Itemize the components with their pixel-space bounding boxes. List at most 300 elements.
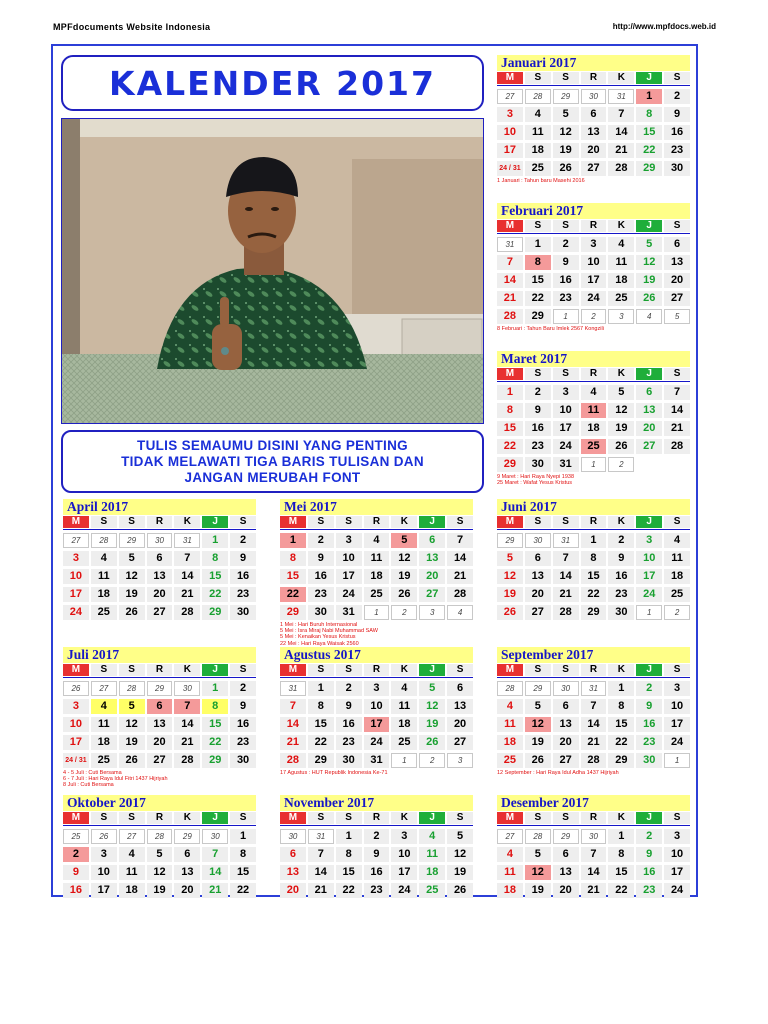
day-cell: 17: [664, 865, 690, 880]
day-cell: 30: [553, 681, 579, 696]
day-cell: 27: [419, 587, 445, 602]
day-cell: 2: [308, 533, 334, 548]
day-cell: 3: [497, 107, 523, 122]
day-cell: 31: [553, 457, 579, 472]
day-cell: 4: [525, 107, 551, 122]
day-cell: 11: [497, 865, 523, 880]
day-cell: 19: [419, 717, 445, 732]
day-cell: 10: [91, 865, 117, 880]
day-cell: 3: [664, 829, 690, 844]
month-calendar: [497, 55, 690, 184]
weekday-label: S: [553, 368, 579, 380]
day-cell: 20: [553, 883, 579, 898]
day-cell: 13: [147, 717, 173, 732]
day-cell: 15: [308, 717, 334, 732]
day-cell: 1: [308, 681, 334, 696]
day-cell: 16: [308, 569, 334, 584]
weekday-label: R: [364, 812, 390, 824]
weekday-label: R: [581, 72, 607, 84]
day-cell: 15: [525, 273, 551, 288]
day-cell: 2: [230, 533, 256, 548]
day-cell: 12: [525, 717, 551, 732]
weekday-label: K: [608, 516, 634, 528]
day-cell: 26: [636, 291, 662, 306]
weekday-label: R: [581, 664, 607, 676]
weekday-label: J: [636, 368, 662, 380]
weekday-label: S: [119, 516, 145, 528]
day-cell: 25: [581, 439, 607, 454]
weekday-header: [63, 516, 256, 528]
day-cell: 2: [664, 605, 690, 620]
weekday-label: S: [553, 516, 579, 528]
weekday-label: S: [91, 664, 117, 676]
day-cell: 19: [447, 865, 473, 880]
day-grid: [497, 533, 690, 620]
day-cell: 18: [91, 587, 117, 602]
day-cell: 29: [119, 533, 145, 548]
holiday-notes: [497, 474, 690, 486]
day-cell: 20: [280, 883, 306, 898]
day-grid: [280, 681, 473, 768]
day-cell: 18: [581, 421, 607, 436]
day-cell: 20: [147, 735, 173, 750]
day-cell: 2: [230, 681, 256, 696]
weekday-label: J: [419, 664, 445, 676]
weekday-label: J: [202, 664, 228, 676]
weekday-label: R: [581, 220, 607, 232]
day-cell: 25: [91, 605, 117, 620]
day-cell: 13: [447, 699, 473, 714]
day-cell: 1: [581, 457, 607, 472]
day-cell: 10: [636, 551, 662, 566]
day-cell: 14: [174, 717, 200, 732]
day-cell: 7: [664, 385, 690, 400]
day-cell: 10: [497, 125, 523, 140]
holiday-note: 22 Mei : Hari Raya Waisak 2560: [280, 640, 359, 647]
weekday-label: K: [391, 516, 417, 528]
day-cell: 6: [419, 533, 445, 548]
month-title: Desember 2017: [497, 795, 690, 811]
day-cell: 2: [636, 681, 662, 696]
day-cell: 21: [280, 735, 306, 750]
header-divider: [497, 529, 690, 530]
day-cell: 22: [608, 883, 634, 898]
day-cell: 15: [497, 421, 523, 436]
day-cell: 2: [336, 681, 362, 696]
day-cell: 27: [581, 161, 607, 176]
day-cell: 20: [581, 143, 607, 158]
holiday-note: 5 Mei : Isra Miraj Nabi Muhammad SAW: [280, 628, 378, 635]
day-cell: 11: [419, 847, 445, 862]
day-cell: 20: [419, 569, 445, 584]
day-cell: 8: [230, 847, 256, 862]
day-cell: 17: [63, 587, 89, 602]
header-url[interactable]: http://www.mpfdocs.web.id: [612, 22, 716, 31]
holiday-notes: [497, 770, 690, 776]
day-cell: 13: [280, 865, 306, 880]
day-grid: [63, 829, 256, 898]
day-cell: 26: [91, 829, 117, 844]
day-cell: 30: [525, 457, 551, 472]
day-cell: 25: [364, 587, 390, 602]
day-cell: 22: [280, 587, 306, 602]
day-cell: 20: [636, 421, 662, 436]
day-cell: 15: [608, 865, 634, 880]
weekday-label: S: [447, 516, 473, 528]
weekday-label: S: [119, 812, 145, 824]
holiday-note: 25 Maret : Wafat Yesus Kristus: [497, 480, 572, 487]
day-cell: 28: [664, 439, 690, 454]
day-cell: 2: [636, 829, 662, 844]
day-cell: 26: [391, 587, 417, 602]
day-cell: 8: [636, 107, 662, 122]
holiday-notes: [63, 770, 256, 789]
day-cell: 29: [553, 89, 579, 104]
day-cell: 16: [636, 865, 662, 880]
weekday-label: S: [447, 812, 473, 824]
header-divider: [63, 677, 256, 678]
day-cell: 11: [364, 551, 390, 566]
day-cell: 31: [308, 829, 334, 844]
day-cell: 18: [419, 865, 445, 880]
day-cell: 13: [525, 569, 551, 584]
day-cell: 29: [280, 605, 306, 620]
day-cell: 17: [63, 735, 89, 750]
day-cell: 13: [174, 865, 200, 880]
day-grid: [280, 829, 473, 898]
day-cell: 7: [497, 255, 523, 270]
header-site-name: MPFdocuments Website Indonesia: [53, 22, 211, 32]
day-cell: 30: [608, 605, 634, 620]
day-cell: 22: [202, 587, 228, 602]
holiday-notes: [280, 770, 473, 776]
day-cell: 2: [419, 753, 445, 768]
day-cell: 8: [525, 255, 551, 270]
day-cell: 27: [447, 735, 473, 750]
day-cell: 4: [91, 699, 117, 714]
day-cell: 10: [664, 699, 690, 714]
month-calendar: [497, 499, 690, 620]
day-cell: 4: [581, 385, 607, 400]
day-cell: 18: [664, 569, 690, 584]
day-cell: 19: [636, 273, 662, 288]
day-cell: 6: [664, 237, 690, 252]
day-cell: 11: [581, 403, 607, 418]
day-cell: 8: [280, 551, 306, 566]
month-title: Agustus 2017: [280, 647, 473, 663]
day-cell: 21: [664, 421, 690, 436]
day-cell: 28: [553, 605, 579, 620]
day-cell: 10: [336, 551, 362, 566]
weekday-label: K: [608, 368, 634, 380]
day-cell: 8: [202, 551, 228, 566]
weekday-label: R: [147, 812, 173, 824]
weekday-label: M: [497, 812, 523, 824]
header-divider: [63, 529, 256, 530]
day-cell: 6: [447, 681, 473, 696]
day-cell: 24: [553, 439, 579, 454]
day-cell: 1: [525, 237, 551, 252]
weekday-label: R: [581, 812, 607, 824]
weekday-label: R: [581, 516, 607, 528]
day-cell: 31: [581, 681, 607, 696]
day-cell: 13: [419, 551, 445, 566]
day-cell: 29: [202, 753, 228, 768]
weekday-header: [497, 812, 690, 824]
day-cell: 17: [336, 569, 362, 584]
header-divider: [280, 825, 473, 826]
weekday-header: [63, 812, 256, 824]
day-cell: 1: [280, 533, 306, 548]
day-cell: 3: [581, 237, 607, 252]
day-cell: 26: [419, 735, 445, 750]
weekday-label: J: [636, 72, 662, 84]
weekday-label: R: [364, 516, 390, 528]
day-cell: 11: [91, 717, 117, 732]
day-cell: 6: [280, 847, 306, 862]
day-cell: 30: [581, 829, 607, 844]
weekday-label: S: [553, 72, 579, 84]
day-cell: 20: [525, 587, 551, 602]
holiday-notes: [497, 178, 690, 184]
day-cell: 21: [581, 735, 607, 750]
day-grid: [497, 385, 690, 472]
day-cell: 26: [497, 605, 523, 620]
day-cell: 20: [147, 587, 173, 602]
day-cell: 24: [664, 735, 690, 750]
day-cell: 10: [364, 699, 390, 714]
day-cell: 15: [230, 865, 256, 880]
day-cell: 24 / 31: [497, 161, 523, 176]
weekday-header: [280, 812, 473, 824]
day-cell: 15: [636, 125, 662, 140]
weekday-label: S: [308, 664, 334, 676]
day-cell: 18: [497, 883, 523, 898]
day-cell: 18: [525, 143, 551, 158]
day-cell: 18: [391, 717, 417, 732]
day-cell: 4: [608, 237, 634, 252]
month-title: Mei 2017: [280, 499, 473, 515]
day-cell: 3: [608, 309, 634, 324]
weekday-header: [497, 368, 690, 380]
day-cell: 25: [419, 883, 445, 898]
day-cell: 1: [636, 605, 662, 620]
day-cell: 19: [525, 735, 551, 750]
weekday-label: M: [280, 516, 306, 528]
day-cell: 1: [336, 829, 362, 844]
day-cell: 25: [63, 829, 89, 844]
weekday-header: [497, 664, 690, 676]
day-cell: 22: [581, 587, 607, 602]
day-cell: 9: [664, 107, 690, 122]
day-cell: 27: [147, 753, 173, 768]
day-cell: 19: [119, 735, 145, 750]
day-cell: 22: [497, 439, 523, 454]
day-cell: 13: [147, 569, 173, 584]
weekday-label: S: [525, 516, 551, 528]
weekday-label: S: [525, 220, 551, 232]
day-grid: [280, 533, 473, 620]
day-cell: 1: [581, 533, 607, 548]
day-cell: 23: [364, 883, 390, 898]
day-cell: 31: [336, 605, 362, 620]
day-cell: 23: [230, 587, 256, 602]
day-cell: 25: [664, 587, 690, 602]
day-cell: 26: [119, 753, 145, 768]
weekday-label: J: [419, 516, 445, 528]
day-cell: 9: [63, 865, 89, 880]
day-cell: 11: [497, 717, 523, 732]
day-cell: 14: [308, 865, 334, 880]
weekday-label: J: [636, 812, 662, 824]
day-cell: 1: [202, 681, 228, 696]
month-calendar: [280, 647, 473, 776]
day-cell: 24: [364, 735, 390, 750]
day-cell: 29: [525, 681, 551, 696]
day-cell: 30: [525, 533, 551, 548]
month-calendar: [280, 499, 473, 647]
day-cell: 8: [336, 847, 362, 862]
day-cell: 20: [174, 883, 200, 898]
day-cell: 2: [364, 829, 390, 844]
day-cell: 5: [525, 847, 551, 862]
day-grid: [497, 89, 690, 176]
day-cell: 24: [581, 291, 607, 306]
day-cell: 17: [636, 569, 662, 584]
day-cell: 30: [336, 753, 362, 768]
holiday-note: 6 - 7 Juli : Hari Raya Idul Fitri 1437 Hijriyah: [63, 776, 168, 783]
day-cell: 12: [525, 865, 551, 880]
day-cell: 11: [91, 569, 117, 584]
month-title: Oktober 2017: [63, 795, 256, 811]
day-cell: 27: [664, 291, 690, 306]
day-cell: 29: [525, 309, 551, 324]
day-cell: 17: [391, 865, 417, 880]
day-cell: 21: [174, 587, 200, 602]
day-cell: 14: [280, 717, 306, 732]
day-cell: 13: [636, 403, 662, 418]
weekday-header: [63, 664, 256, 676]
day-cell: 2: [608, 533, 634, 548]
weekday-header: [497, 72, 690, 84]
day-cell: 25: [91, 753, 117, 768]
day-cell: 21: [447, 569, 473, 584]
day-cell: 1: [636, 89, 662, 104]
day-cell: 24: [636, 587, 662, 602]
day-cell: 31: [174, 533, 200, 548]
day-cell: 4: [497, 699, 523, 714]
day-cell: 7: [174, 551, 200, 566]
day-cell: 9: [230, 699, 256, 714]
day-cell: 12: [419, 699, 445, 714]
day-cell: 12: [553, 125, 579, 140]
day-cell: 28: [174, 605, 200, 620]
day-cell: 2: [525, 385, 551, 400]
day-cell: 26: [119, 605, 145, 620]
weekday-label: K: [391, 812, 417, 824]
day-cell: 2: [553, 237, 579, 252]
day-cell: 3: [91, 847, 117, 862]
weekday-label: K: [391, 664, 417, 676]
weekday-label: S: [525, 72, 551, 84]
month-title: Januari 2017: [497, 55, 690, 71]
day-cell: 18: [608, 273, 634, 288]
day-cell: 13: [664, 255, 690, 270]
day-cell: 30: [202, 829, 228, 844]
day-cell: 12: [636, 255, 662, 270]
day-cell: 10: [581, 255, 607, 270]
weekday-label: S: [447, 664, 473, 676]
day-cell: 23: [553, 291, 579, 306]
weekday-label: S: [664, 664, 690, 676]
day-cell: 15: [202, 717, 228, 732]
day-cell: 9: [525, 403, 551, 418]
day-cell: 14: [581, 717, 607, 732]
day-cell: 7: [553, 551, 579, 566]
weekday-label: R: [364, 664, 390, 676]
day-cell: 9: [636, 699, 662, 714]
day-cell: 2: [581, 309, 607, 324]
day-cell: 29: [497, 457, 523, 472]
day-cell: 12: [147, 865, 173, 880]
weekday-label: J: [636, 664, 662, 676]
day-cell: 14: [202, 865, 228, 880]
day-cell: 14: [553, 569, 579, 584]
day-cell: 30: [174, 681, 200, 696]
day-grid: [497, 237, 690, 324]
day-cell: 17: [497, 143, 523, 158]
day-cell: 1: [664, 753, 690, 768]
weekday-label: J: [636, 220, 662, 232]
day-cell: 6: [553, 699, 579, 714]
day-cell: 4: [119, 847, 145, 862]
day-cell: 22: [636, 143, 662, 158]
holiday-note: 12 September : Hari Raya Idul Adha 1437 Hijriyah: [497, 770, 619, 776]
day-cell: 24: [336, 587, 362, 602]
day-cell: 29: [174, 829, 200, 844]
day-cell: 17: [364, 717, 390, 732]
day-cell: 10: [553, 403, 579, 418]
day-cell: 5: [525, 699, 551, 714]
day-cell: 16: [336, 717, 362, 732]
weekday-label: S: [336, 812, 362, 824]
day-cell: 6: [525, 551, 551, 566]
day-cell: 29: [308, 753, 334, 768]
weekday-label: J: [419, 812, 445, 824]
page-title: KALENDER 2017: [109, 63, 436, 103]
day-cell: 21: [308, 883, 334, 898]
day-cell: 21: [581, 883, 607, 898]
day-cell: 13: [553, 865, 579, 880]
day-cell: 3: [636, 533, 662, 548]
day-cell: 10: [391, 847, 417, 862]
day-cell: 24: [63, 605, 89, 620]
day-cell: 28: [447, 587, 473, 602]
day-cell: 31: [364, 753, 390, 768]
day-cell: 13: [581, 125, 607, 140]
day-cell: 8: [581, 551, 607, 566]
day-cell: 26: [553, 161, 579, 176]
day-cell: 25: [497, 753, 523, 768]
message-line-3: JANGAN MERUBAH FONT: [184, 469, 361, 485]
day-cell: 21: [608, 143, 634, 158]
day-cell: 22: [608, 735, 634, 750]
day-cell: 15: [280, 569, 306, 584]
day-cell: 16: [664, 125, 690, 140]
day-cell: 1: [391, 753, 417, 768]
month-title: Februari 2017: [497, 203, 690, 219]
day-cell: 31: [497, 237, 523, 252]
